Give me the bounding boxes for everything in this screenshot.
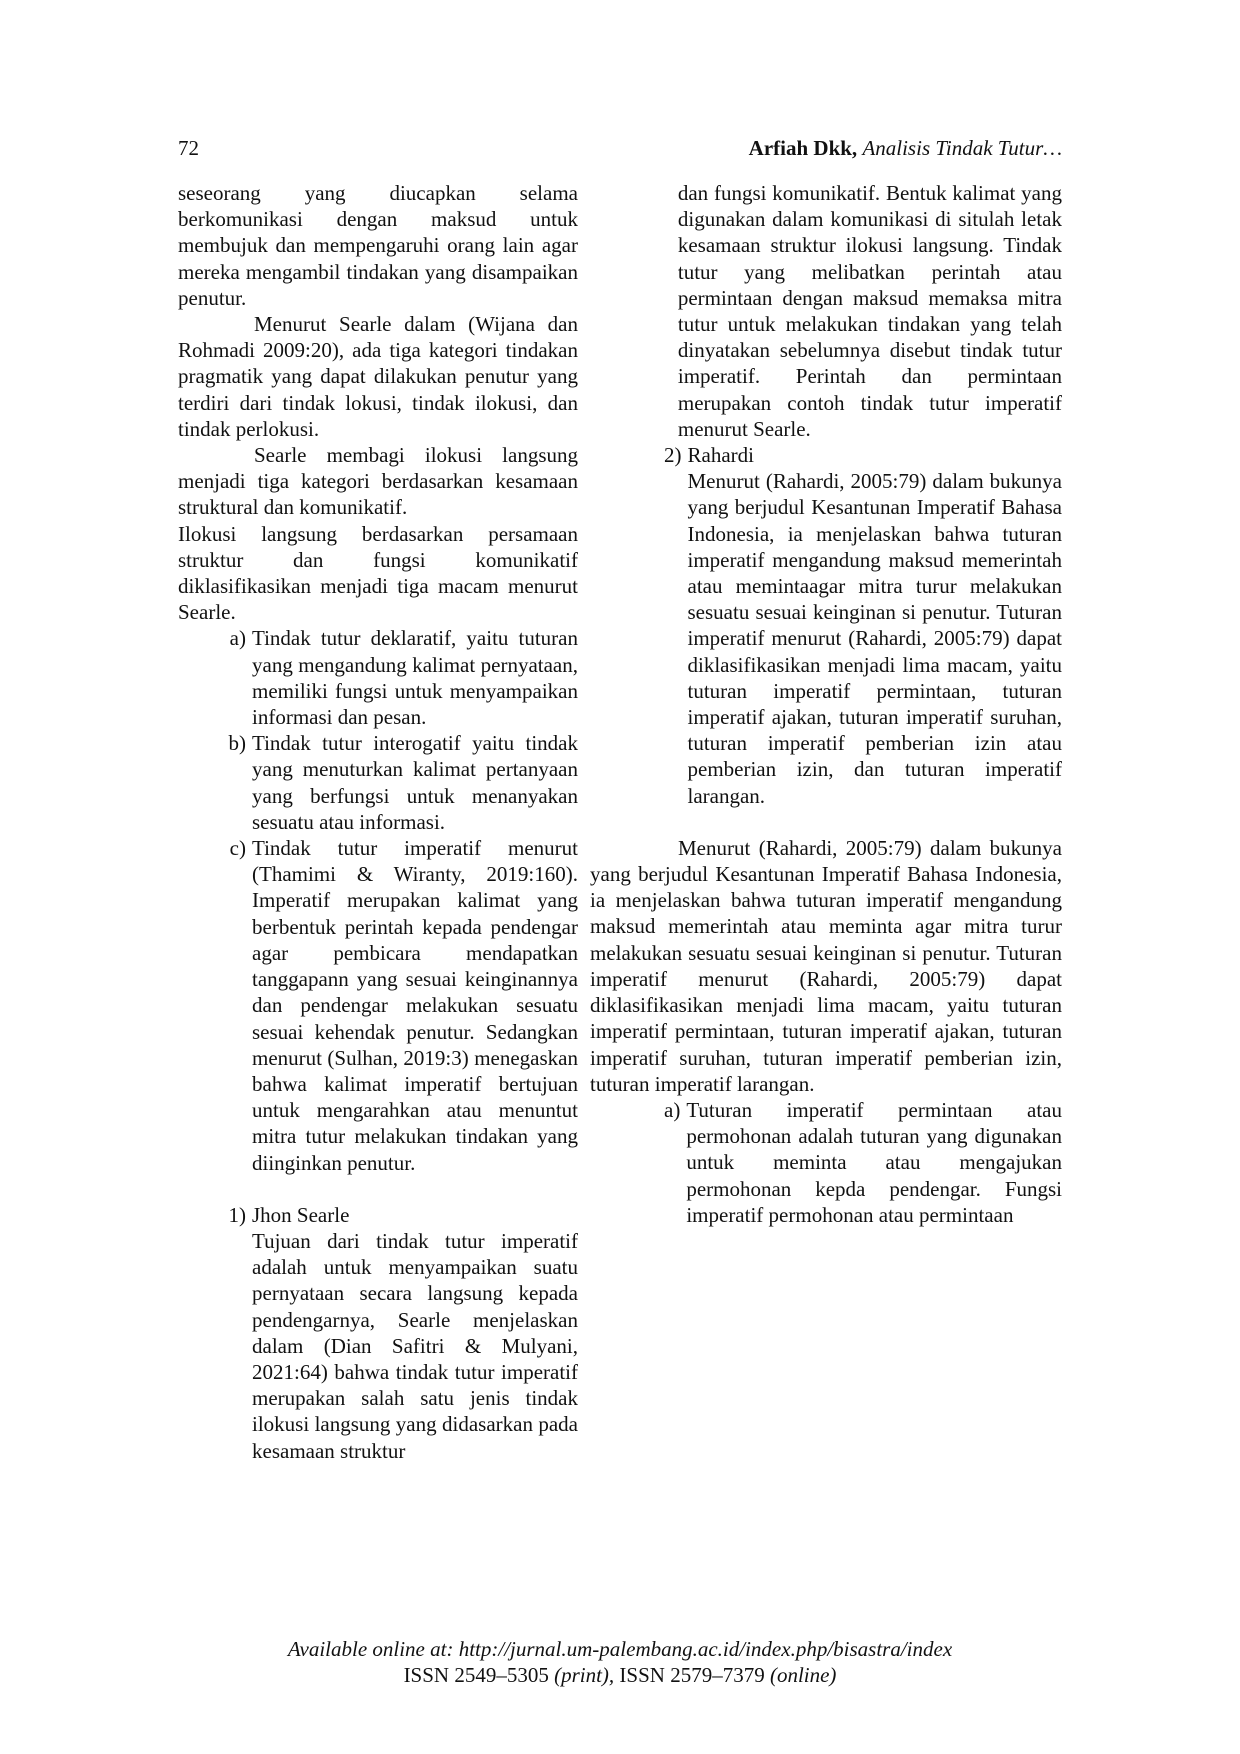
list-alpha — [178, 625, 578, 1175]
issn-online-label: (online) — [769, 1663, 837, 1687]
list-marker: c) — [229, 836, 246, 861]
list-numbered-continued — [664, 180, 1062, 809]
list-item — [664, 180, 1062, 442]
list-item-title: Jhon Searle — [252, 1202, 350, 1227]
list-item-text: Tindak tutur deklaratif, yaitu tuturan yang mengandung kalimat pernyataan, memiliki fungsi untuk menyampaikan informasi dan pesan. — [252, 626, 578, 730]
list-item-body — [688, 442, 1063, 809]
list-item — [178, 625, 578, 730]
paragraph: Menurut (Rahardi, 2005:79) dalam bukunya yang berjudul Kesantunan Imperatif Bahasa Indonesia, ia menjelaskan bahwa tuturan imperatif mengandung maksud memerintah atau meminta agar mitra turur melakukan sesuatu sesuai keinginan si penutur. Tuturan imperatif menurut (Rahardi, 2005:79) dapat diklasifikasikan menjadi lima macam, yaitu tuturan imperatif permintaan, tuturan imperatif ajakan, tuturan imperatif suruhan, tuturan imperatif pemberian izin, tuturan imperatif larangan. — [590, 835, 1062, 1096]
paragraph: Ilokusi langsung berdasarkan persamaan struktur dan fungsi komunikatif diklasifikasikan menjadi tiga macam menurut Searle. — [178, 521, 578, 625]
list-marker: a) — [229, 626, 246, 651]
main-paragraph-wrap — [590, 835, 1062, 1097]
paragraph: Menurut Searle dalam (Wijana dan Rohmadi 2009:20), ada tiga kategori tindakan pragmatik yang dapat dilakukan penutur yang terdiri dari tindak lokusi, tindak ilokusi, dan tindak perlokusi. — [178, 312, 578, 441]
running-head-authors: Arfiah Dkk, — [748, 136, 858, 160]
issn-print-label: (print), — [554, 1663, 615, 1687]
list-item-text: Tindak tutur imperatif menurut (Thamimi & Wiranty, 2019:160). Imperatif merupakan kalimat yang berbentuk perintah kepada pendengar agar pembicara mendapatkan tanggapann yang sesuai keinginannya dan pendengar melakukan sesuatu sesuai kehendak penutur. Sedangkan menurut (Sulhan, 2019:3) menegaskan bahwa kalimat imperatif bertujuan untuk mengarahkan atau menuntut mitra tutur melakukan tindakan yang diinginkan penutur. — [252, 836, 578, 1175]
list-item-title: Rahardi — [687, 443, 754, 468]
list-item — [178, 1202, 578, 1464]
list-item-body — [252, 1202, 578, 1464]
list-item-text: dan fungsi komunikatif. Bentuk kalimat yang digunakan dalam komunikasi di situlah letak kesamaan struktur ilokusi langsung. Tindak tutur yang melibatkan perintah atau permintaan dengan maksud memaksa mitra tutur untuk melakukan tindakan yang telah dinyatakan sebelumnya disebut tindak tutur imperatif. Perintah dan permintaan merupakan contoh tindak tutur imperatif menurut Searle. — [677, 181, 1062, 441]
list-item — [178, 730, 578, 835]
issn-online: ISSN 2579–7379 — [619, 1663, 765, 1687]
list-item — [664, 1097, 1062, 1228]
list-item — [178, 835, 578, 1176]
page-number: 72 — [178, 136, 199, 160]
footer-url: Available online at: http://jurnal.um-palembang.ac.id/index.php/bisastra/index — [287, 1637, 953, 1661]
list-marker: b) — [228, 731, 246, 756]
list-item-text: Tujuan dari tindak tutur imperatif adalah untuk menyampaikan suatu pernyataan secara langsung kepada pendengarnya, Searle menjelaskan dalam (Dian Safitri & Mulyani, 2021:64) bahwa tindak tutur imperatif merupakan salah satu jenis tindak ilokusi langsung yang didasarkan pada kesamaan struktur — [252, 1228, 578, 1463]
paragraph: seseorang yang diucapkan selama berkomunikasi dengan maksud untuk membujuk dan mempengaruhi orang lain agar mereka mengambil tindakan yang disampaikan penutur. — [178, 181, 578, 310]
list-item-text: Tuturan imperatif permintaan atau permohonan adalah tuturan yang digunakan untuk meminta atau mengajukan permohonan kepda pendengar. Fungsi imperatif permohonan atau permintaan — [686, 1097, 1062, 1227]
running-head-title: Analisis Tindak Tutur… — [862, 136, 1062, 160]
list-item-text: Menurut (Rahardi, 2005:79) dalam bukunya yang berjudul Kesantunan Imperatif Bahasa Indonesia, ia menjelaskan bahwa tuturan imperatif mengandung maksud memerintah atau memintaagar mitra turur melakukan sesuatu sesuai keinginan si penutur. Tuturan imperatif menurut (Rahardi, 2005:79) dapat diklasifikasikan menjadi lima macam, yaitu tuturan imperatif permintaan, tuturan imperatif ajakan, tuturan imperatif suruhan, tuturan imperatif pemberian izin atau pemberian izin, dan tuturan imperatif larangan. — [687, 469, 1062, 808]
running-head — [749, 136, 1062, 161]
list-item — [664, 442, 1062, 809]
list-marker: a) — [664, 1097, 681, 1122]
list-item-text: Tindak tutur interogatif yaitu tindak yang menuturkan kalimat pertanyaan yang berfungsi untuk menanyakan sesuatu atau informasi. — [252, 731, 578, 834]
list-numbered — [178, 1202, 578, 1464]
list-marker: 2) — [664, 443, 682, 468]
paragraph: Searle membagi ilokusi langsung menjadi tiga kategori berdasarkan kesamaan struktural dan komunikatif. — [178, 443, 578, 520]
issn-print: ISSN 2549–5305 — [403, 1663, 549, 1687]
list-marker: 1) — [228, 1202, 246, 1227]
left-column — [178, 180, 578, 1464]
right-column — [590, 180, 1062, 1228]
footer-issn — [0, 1662, 1240, 1688]
list-alpha-right — [664, 1097, 1062, 1228]
